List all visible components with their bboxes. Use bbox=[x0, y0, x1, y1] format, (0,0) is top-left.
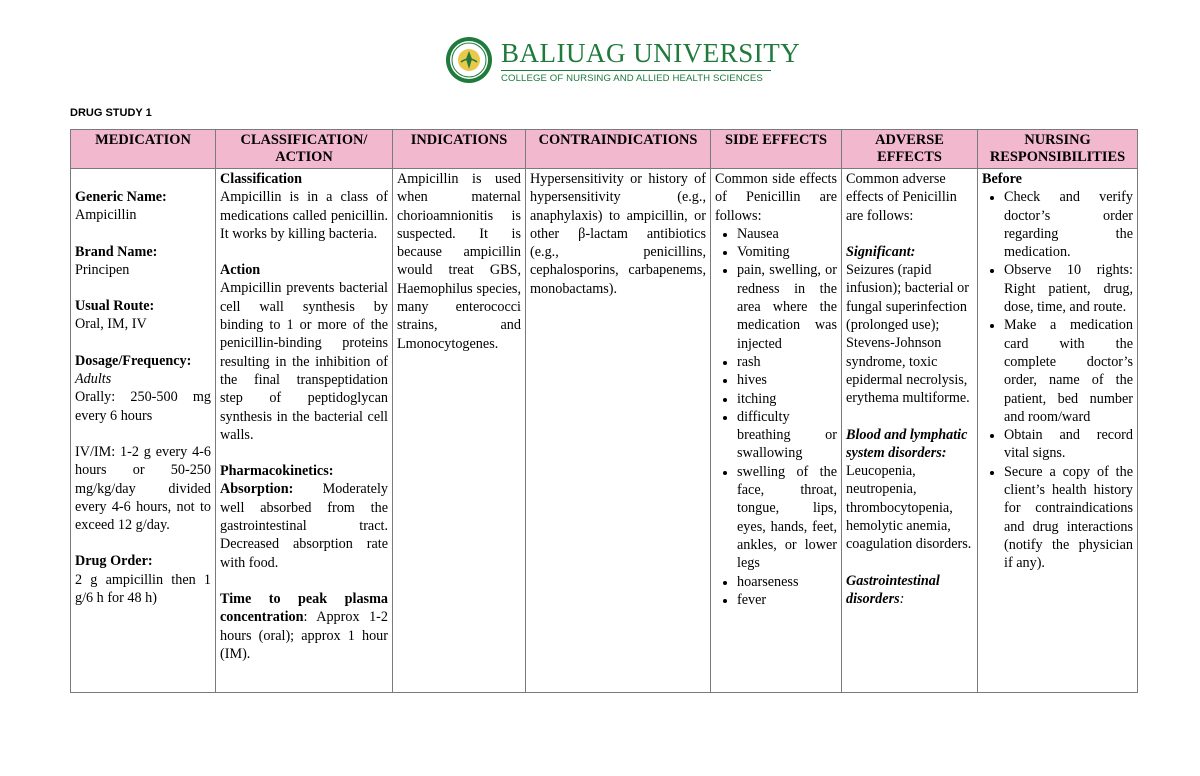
header-adverse-effects: ADVERSE EFFECTS bbox=[842, 130, 978, 169]
significant-text: Seizures (rapid infusion); bacterial or fungal superinfection (prolonged use); Stevens-Johnson syndrome, toxic epidermal necrolysis, erythema multiforme. bbox=[846, 262, 970, 407]
absorption-paragraph bbox=[220, 480, 388, 571]
peak-label: Time to peak plasma concentration bbox=[220, 590, 388, 626]
nursing-list bbox=[982, 188, 1133, 572]
table-row bbox=[71, 169, 1138, 693]
peak-text: : Approx 1-2 hours (oral); approx 1 hour (IM). bbox=[220, 609, 388, 662]
side-effects-cell bbox=[711, 169, 842, 693]
list-item: • Make a medication card with the complete doctor’s order, name of the patient, bed number and room/ward bbox=[1004, 316, 1133, 426]
gi-label: Gastrointestinal disorders bbox=[846, 572, 940, 607]
contraindications-text: Hypersensitivity or history of hypersensitivity (e.g., anaphylaxis) to ampicillin, or other β-lactam antibiotics (e.g., penicillins, cephalosporins, carbapenems, monobactams). bbox=[530, 171, 706, 297]
indications-text: Ampicillin is used when maternal chorioamnionitis is suspected. It is because ampicillin would treat GBS, Haemophilus species, many enterococci strains, and Lmonocytogenes. bbox=[397, 171, 521, 352]
dosage-group: Adults bbox=[75, 371, 112, 388]
list-item: • pain, swelling, or redness in the area where the medication was injected bbox=[737, 261, 837, 352]
header-side-effects: SIDE EFFECTS bbox=[711, 130, 842, 169]
list-item: • hoarseness bbox=[737, 573, 837, 591]
blood-text: Leucopenia, neutropenia, thrombocytopenia, hemolytic anemia, coagulation disorders. bbox=[846, 463, 972, 553]
gi-paragraph bbox=[846, 572, 973, 609]
side-effects-intro: Common side effects of Penicillin are follows: bbox=[715, 171, 837, 224]
list-item: • hives bbox=[737, 371, 837, 389]
pharmacokinetics-title: Pharmacokinetics: bbox=[220, 463, 334, 480]
route-value: Oral, IM, IV bbox=[75, 316, 147, 333]
header-divider bbox=[501, 70, 771, 71]
list-item: • difficulty breathing or swallowing bbox=[737, 408, 837, 463]
header-contraindications: CONTRAINDICATIONS bbox=[526, 130, 711, 169]
header-classification: CLASSIFICATION/ ACTION bbox=[216, 130, 393, 169]
drug-study-table bbox=[70, 129, 1138, 693]
action-title: Action bbox=[220, 262, 261, 279]
brand-name-value: Principen bbox=[75, 261, 130, 278]
adverse-effects-cell bbox=[842, 169, 978, 693]
drug-order-label: Drug Order: bbox=[75, 553, 153, 570]
before-label: Before bbox=[982, 171, 1022, 187]
adverse-intro: Common adverse effects of Penicillin are follows: bbox=[846, 171, 957, 224]
nursing-cell bbox=[978, 169, 1138, 693]
medication-cell bbox=[71, 169, 216, 693]
list-item: • Check and verify doctor’s order regarding the medication. bbox=[1004, 188, 1133, 261]
brand-name-label: Brand Name: bbox=[75, 243, 158, 260]
university-logo bbox=[445, 36, 801, 86]
list-item: • swelling of the face, throat, tongue, lips, eyes, hands, feet, ankles, or lower legs bbox=[737, 463, 837, 573]
side-effects-list bbox=[715, 225, 837, 609]
dosage-oral: Orally: 250-500 mg every 6 hours bbox=[75, 389, 211, 424]
list-item: • Observe 10 rights: Right patient, drug, dose, time, and route. bbox=[1004, 261, 1133, 316]
classification-text: Ampicillin is in a class of medications called penicillin. It works by killing bacteria. bbox=[220, 189, 388, 242]
dosage-label: Dosage/Frequency: bbox=[75, 352, 192, 369]
list-item: • Secure a copy of the client’s health history for contraindications and drug interactions (notify the physician if any). bbox=[1004, 463, 1133, 573]
list-item: • Obtain and record vital signs. bbox=[1004, 426, 1133, 463]
header-indications: INDICATIONS bbox=[393, 130, 526, 169]
document-title: DRUG STUDY 1 bbox=[70, 107, 152, 119]
header-nursing: NURSING RESPONSIBILITIES bbox=[978, 130, 1138, 169]
generic-name-label: Generic Name: bbox=[75, 189, 167, 205]
drug-order-value: 2 g ampicillin then 1 g/6 h for 48 h) bbox=[75, 571, 211, 607]
university-seal-icon bbox=[445, 36, 493, 84]
dosage-iv: IV/IM: 1-2 g every 4-6 hours or 50-250 mg/kg/day divided every 4-6 hours, not to exceed 12 g/day. bbox=[75, 443, 211, 534]
list-item: • Nausea bbox=[737, 225, 837, 243]
list-item: • itching bbox=[737, 390, 837, 408]
classification-cell bbox=[216, 169, 393, 693]
college-name: COLLEGE OF NURSING AND ALLIED HEALTH SCIENCES bbox=[501, 73, 763, 84]
generic-name-value: Ampicillin bbox=[75, 207, 137, 224]
classification-title: Classification bbox=[220, 171, 302, 187]
route-label: Usual Route: bbox=[75, 298, 155, 315]
action-text: Ampicillin prevents bacterial cell wall synthesis by binding to 1 or more of the penicillin-binding proteins resulting in the inhibition of the final transpeptidation step of peptidoglycan synthesis in the bacterial cell walls. bbox=[220, 280, 388, 443]
university-name: BALIUAG UNIVERSITY bbox=[501, 38, 801, 68]
significant-label: Significant: bbox=[846, 243, 916, 260]
table-header-row bbox=[71, 130, 1138, 169]
indications-cell bbox=[393, 169, 526, 693]
blood-label: Blood and lymphatic system disorders: bbox=[846, 426, 968, 461]
list-item: • rash bbox=[737, 353, 837, 371]
list-item: • fever bbox=[737, 591, 837, 609]
absorption-label: Absorption: bbox=[220, 481, 294, 498]
header-medication: MEDICATION bbox=[71, 130, 216, 169]
gi-colon: : bbox=[899, 590, 905, 607]
peak-paragraph bbox=[220, 590, 388, 663]
contraindications-cell bbox=[526, 169, 711, 693]
list-item: • Vomiting bbox=[737, 243, 837, 261]
absorption-text: Moderately well absorbed from the gastrointestinal tract. Decreased absorption rate with food. bbox=[220, 481, 388, 571]
